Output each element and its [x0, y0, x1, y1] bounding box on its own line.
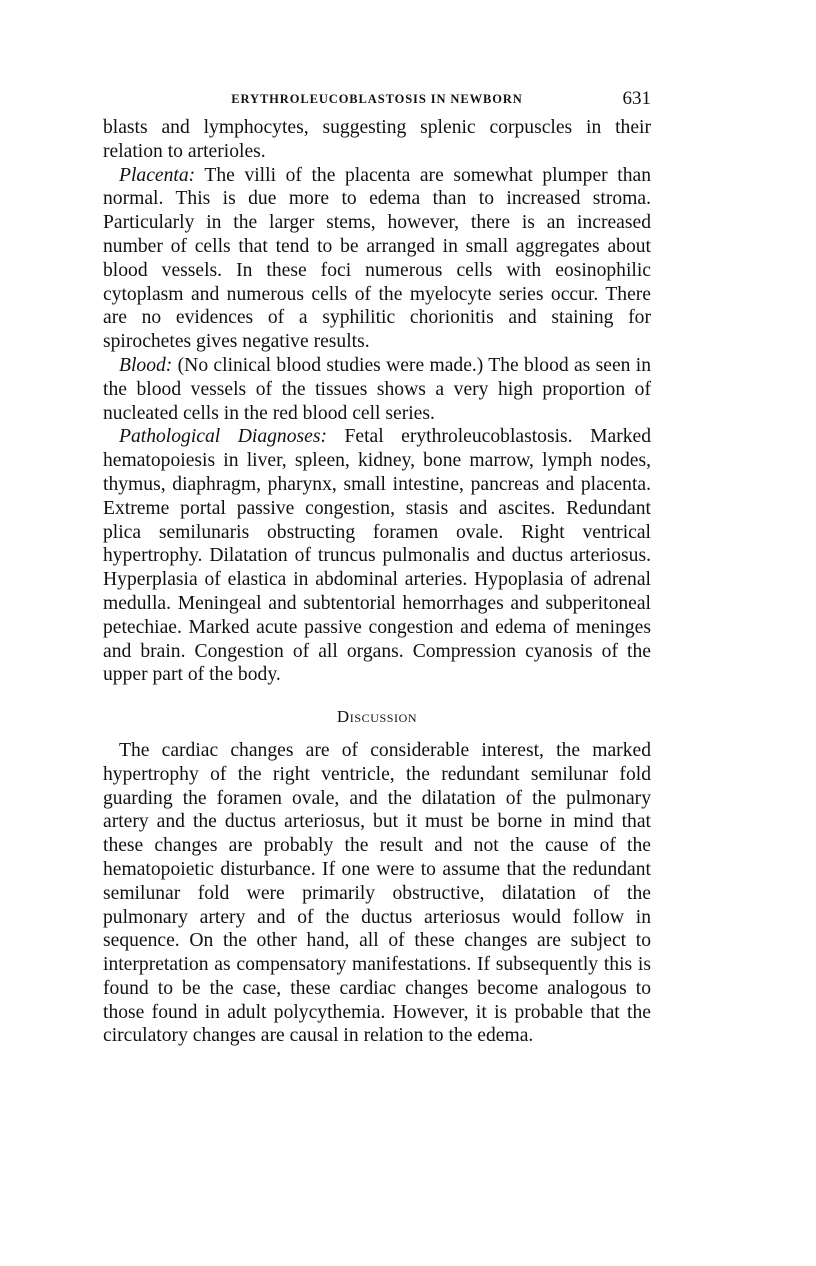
blood-paragraph: [103, 354, 651, 425]
diagnoses-paragraph: [103, 425, 651, 687]
placenta-text: The villi of the placenta are somewhat plumper than normal. This is due more to edema than to increased stroma. Particularly in the larger stems, however, there is an increased number of cells that tend to be arranged in small aggregates about blood vessels. In these foci numerous cells with eosinophilic cytoplasm and numerous cells of the myelocyte series occur. There are no evidences of a syphilitic chorionitis and staining for spirochetes gives negative results.: [103, 164, 651, 353]
page-number: 631: [622, 88, 651, 109]
book-page: [103, 86, 651, 1048]
diagnoses-text: Fetal erythroleucoblastosis. Marked hematopoiesis in liver, spleen, kidney, bone marrow, lymph nodes, thymus, diaphragm, pharynx, small intestine, pancreas and placenta. Extreme portal passive congestion, stasis and ascites. Redundant plica semilunaris obstructing foramen ovale. Right ventrical hypertrophy. Dilatation of truncus pulmonalis and ductus arteriosus. Hyperplasia of elastica in abdominal arteries. Hypoplasia of adrenal medulla. Meningeal and subtentorial hemorrhages and subperitoneal petechiae. Marked acute passive congestion and edema of meninges and brain. Congestion of all organs. Compression cyanosis of the upper part of the body.: [103, 426, 652, 686]
body-text: [103, 116, 651, 1048]
blood-text: (No clinical blood studies were made.) The blood as seen in the blood vessels of the tissues shows a very high proportion of nucleated cells in the red blood cell series.: [103, 354, 651, 424]
blood-label: Blood:: [119, 354, 173, 376]
discussion-text: The cardiac changes are of considerable interest, the marked hypertrophy of the right ventricle, the redundant semilunar fold guarding the foramen ovale, and the dilatation of the pulmonary artery and the ductus arteriosus, but it must be borne in mind that these changes are probably the result and not the cause of the hematopoietic disturbance. If one were to assume that the redundant semilunar fold were primarily obstructive, dilatation of the pulmonary artery and of the ductus arteriosus would follow in sequence. On the other hand, all of these changes are subject to interpretation as compensatory manifestations. If subsequently this is found to be the case, these cardiac changes become analogous to those found in adult polycythemia. However, it is probable that the circulatory changes are causal in relation to the edema.: [103, 739, 651, 1047]
placenta-label: Placenta:: [119, 164, 196, 186]
continued-paragraph: [103, 116, 651, 164]
discussion-paragraph: [103, 739, 651, 1048]
running-title: ERYTHROLEUCOBLASTOSIS IN NEWBORN: [231, 92, 523, 106]
placenta-paragraph: [103, 164, 651, 354]
paragraph-text: blasts and lymphocytes, suggesting splenic corpuscles in their relation to arterioles.: [103, 117, 651, 162]
running-header: [103, 86, 651, 116]
diagnoses-label: Pathological Diagnoses:: [119, 426, 327, 448]
section-heading: Discussion: [336, 707, 418, 727]
